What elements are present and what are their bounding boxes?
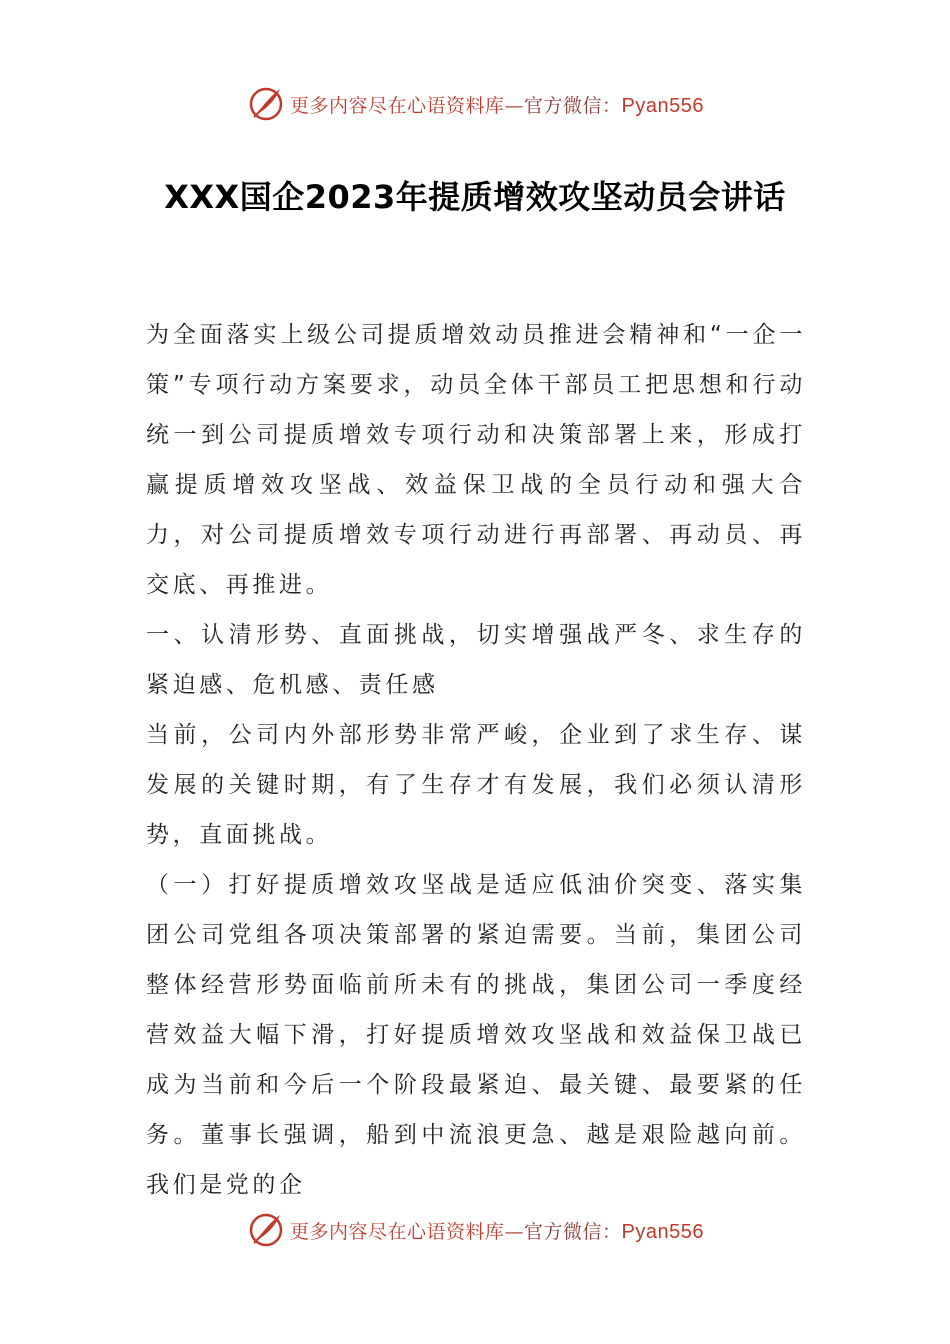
watermark-text <box>290 1217 704 1244</box>
document-body <box>146 310 806 1210</box>
paragraph-intro: 为全面落实上级公司提质增效动员推进会精神和“一企一策”专项行动方案要求，动员全体干部员工把思想和行动统一到公司提质增效专项行动和决策部署上来，形成打赢提质增效攻坚战、效益保卫战的全员行动和强大合力，对公司提质增效专项行动进行再部署、再动员、再交底、再推进。 <box>146 322 806 598</box>
paragraph-subsection-1: （一）打好提质增效攻坚战是适应低油价突变、落实集团公司党组各项决策部署的紧迫需要。当前，集团公司整体经营形势面临前所未有的挑战，集团公司一季度经营效益大幅下滑，打好提质增效攻坚战和效益保卫战已成为当前和今后一个阶段最紧迫、最关键、最要紧的任务。董事长强调，船到中流浪更急、越是艰险越向前。我们是党的企 <box>146 872 806 1198</box>
section-heading-1: 一、认清形势、直面挑战，切实增强战严冬、求生存的紧迫感、危机感、责任感 <box>146 622 806 698</box>
watermark-site-text: 更多内容尽在心语资料库 <box>290 1220 505 1243</box>
watermark-separator: — <box>504 94 525 117</box>
watermark-separator: — <box>504 1220 525 1243</box>
watermark-account: Pyan556 <box>621 1220 704 1243</box>
watermark-account: Pyan556 <box>621 94 704 117</box>
quill-logo-icon <box>246 84 286 124</box>
watermark-wechat-label: 官方微信： <box>524 94 622 117</box>
watermark-text <box>290 91 704 118</box>
paragraph-situation: 当前，公司内外部形势非常严峻，企业到了求生存、谋发展的关键时期，有了生存才有发展，我们必须认清形势，直面挑战。 <box>146 722 806 848</box>
watermark-site-text: 更多内容尽在心语资料库 <box>290 94 505 117</box>
watermark-wechat-label: 官方微信： <box>524 1220 622 1243</box>
header-watermark-banner <box>0 82 950 126</box>
quill-logo-icon <box>246 1210 286 1250</box>
footer-watermark-banner <box>0 1208 950 1252</box>
document-title: XXX国企2023年提质增效攻坚动员会讲话 <box>164 178 786 216</box>
